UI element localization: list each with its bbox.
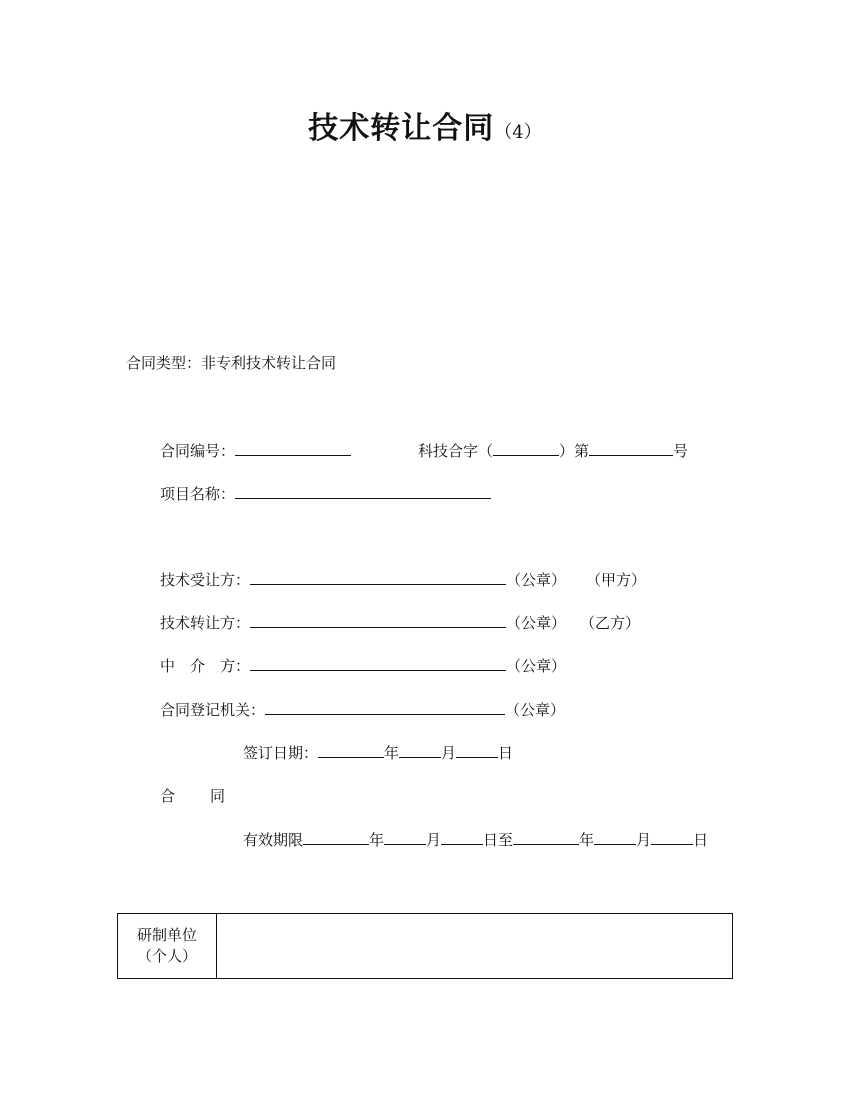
validity-end-day-blank[interactable] — [651, 829, 693, 845]
contract-heading — [160, 786, 225, 806]
party-seal: （公章） — [506, 571, 567, 589]
contract-number-label: 合同编号： — [160, 442, 236, 460]
signing-month-blank[interactable] — [399, 742, 441, 758]
party-line — [160, 569, 646, 590]
party-label: 技术受让方： — [160, 571, 251, 589]
party-seal: （公章） — [505, 701, 566, 719]
validity-end-year-blank[interactable] — [513, 829, 579, 845]
party-label: 合同登记机关： — [160, 701, 266, 719]
developer-label-line2: （个人） — [136, 947, 197, 965]
validity-start-month-unit: 月 — [426, 831, 442, 849]
signing-date-line — [243, 742, 513, 763]
party-role: （乙方） — [580, 614, 641, 632]
party-label: 技术转让方： — [160, 614, 251, 632]
contract-ref-line — [418, 440, 688, 461]
validity-end-year-unit: 年 — [579, 831, 595, 849]
validity-end-day-unit: 日 — [693, 831, 709, 849]
signing-day-blank[interactable] — [456, 742, 498, 758]
validity-start-year-unit: 年 — [369, 831, 385, 849]
party-line — [160, 699, 565, 720]
developer-table — [117, 913, 733, 979]
contract-heading-char: 同 — [210, 787, 226, 805]
validity-label: 有效期限 — [243, 831, 304, 849]
developer-label-line1: 研制单位 — [136, 926, 197, 944]
validity-end-month-blank[interactable] — [594, 829, 636, 845]
contract-ref-number-blank[interactable] — [589, 440, 673, 456]
contract-ref-prefix: 科技合字（ — [418, 442, 494, 460]
signing-year-blank[interactable] — [318, 742, 384, 758]
party-blank[interactable] — [250, 612, 506, 628]
validity-day-to: 日至 — [483, 831, 514, 849]
contract-ref-mid: ）第 — [559, 442, 590, 460]
project-name-line — [160, 483, 491, 504]
contract-ref-year-blank[interactable] — [493, 440, 559, 456]
validity-line — [243, 829, 708, 850]
validity-start-day-blank[interactable] — [441, 829, 483, 845]
party-role: （甲方） — [586, 571, 647, 589]
contract-number-blank[interactable] — [235, 440, 351, 456]
project-name-label: 项目名称： — [160, 485, 236, 503]
validity-end-month-unit: 月 — [636, 831, 652, 849]
developer-label-cell — [118, 914, 217, 979]
title-main: 技术转让合同 — [308, 111, 495, 146]
signing-day-unit: 日 — [498, 744, 514, 762]
contract-type-label: 合同类型： — [126, 354, 202, 372]
party-line — [160, 612, 640, 633]
contract-heading-char: 合 — [160, 787, 176, 805]
party-blank[interactable] — [250, 655, 506, 671]
validity-start-month-blank[interactable] — [384, 829, 426, 845]
project-name-blank[interactable] — [235, 483, 491, 499]
party-seal: （公章） — [506, 657, 567, 675]
party-label: 中 介 方： — [160, 657, 251, 675]
document-title — [0, 103, 850, 147]
party-blank[interactable] — [250, 569, 506, 585]
validity-start-year-blank[interactable] — [303, 829, 369, 845]
table-row — [118, 914, 733, 979]
developer-value-cell[interactable] — [217, 914, 733, 979]
contract-type-value: 非专利技术转让合同 — [201, 354, 337, 372]
party-line — [160, 655, 566, 676]
contract-ref-suffix: 号 — [673, 442, 689, 460]
contract-number-line — [160, 440, 351, 461]
party-seal: （公章） — [506, 614, 567, 632]
title-suffix: （4） — [494, 122, 542, 143]
signing-date-label: 签订日期： — [243, 744, 319, 762]
signing-year-unit: 年 — [384, 744, 400, 762]
signing-month-unit: 月 — [441, 744, 457, 762]
party-blank[interactable] — [265, 699, 505, 715]
contract-type-line — [126, 353, 336, 373]
